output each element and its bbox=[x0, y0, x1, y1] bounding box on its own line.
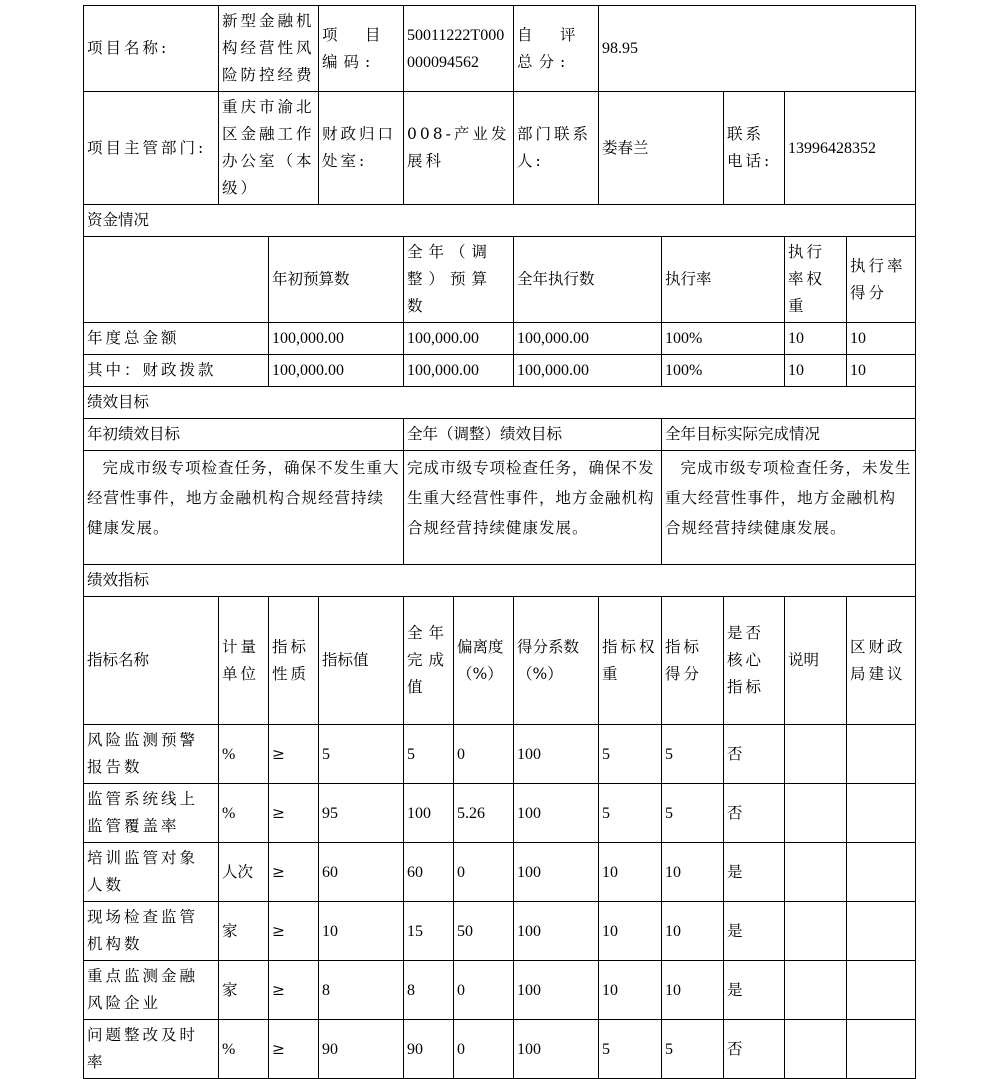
project-code-value: 50011222T000000094562 bbox=[404, 6, 514, 92]
indicator-cell: 0 bbox=[454, 1020, 514, 1079]
indicator-cell: ≥ bbox=[269, 961, 319, 1020]
indicator-cell: 现场检查监管机构数 bbox=[84, 902, 219, 961]
indicator-cell bbox=[785, 961, 847, 1020]
indicator-cell: ≥ bbox=[269, 725, 319, 784]
indicator-cell: 100 bbox=[514, 843, 599, 902]
funds-cell: 10 bbox=[785, 355, 847, 387]
goals-header: 年初绩效目标 bbox=[84, 419, 404, 451]
table-row bbox=[84, 725, 916, 784]
funds-header: 年初预算数 bbox=[269, 237, 404, 323]
indicator-cell: ≥ bbox=[269, 1020, 319, 1079]
indicator-cell: 5.26 bbox=[454, 784, 514, 843]
indicator-cell: 0 bbox=[454, 843, 514, 902]
indicator-cell: 100 bbox=[514, 961, 599, 1020]
indicator-cell: 10 bbox=[662, 843, 724, 902]
indicator-cell bbox=[847, 725, 916, 784]
funds-header: 全年（调整）预算数 bbox=[404, 237, 514, 323]
indicator-header: 指标权重 bbox=[599, 597, 662, 725]
indicator-header: 指标得分 bbox=[662, 597, 724, 725]
table-row bbox=[84, 902, 916, 961]
funds-header: 执行率权重 bbox=[785, 237, 847, 323]
phone-value: 13996428352 bbox=[785, 92, 916, 205]
table-row bbox=[84, 961, 916, 1020]
indicator-header: 指标名称 bbox=[84, 597, 219, 725]
self-score-label: 自 评 总分: bbox=[514, 6, 599, 92]
funds-header: 执行率 bbox=[662, 237, 785, 323]
indicator-cell bbox=[785, 784, 847, 843]
funds-cell: 100% bbox=[662, 355, 785, 387]
project-code-label: 项 目 编码: bbox=[319, 6, 404, 92]
funds-cell: 100,000.00 bbox=[269, 323, 404, 355]
indicator-cell: 0 bbox=[454, 961, 514, 1020]
funds-cell: 10 bbox=[847, 323, 916, 355]
indicator-cell bbox=[785, 1020, 847, 1079]
indicator-header: 得分系数（%） bbox=[514, 597, 599, 725]
contact-label: 部门联系人: bbox=[514, 92, 599, 205]
dept-value: 重庆市渝北区金融工作办公室（本级） bbox=[219, 92, 319, 205]
table-row bbox=[84, 323, 916, 355]
indicator-cell: 60 bbox=[404, 843, 454, 902]
funds-cell: 100,000.00 bbox=[404, 323, 514, 355]
indicator-cell: 是 bbox=[724, 843, 785, 902]
indicator-cell bbox=[847, 961, 916, 1020]
indicator-cell: 风险监测预警报告数 bbox=[84, 725, 219, 784]
indicator-cell: 15 bbox=[404, 902, 454, 961]
indicator-header: 计量单位 bbox=[219, 597, 269, 725]
indicator-cell: 是 bbox=[724, 902, 785, 961]
funds-cell: 100,000.00 bbox=[404, 355, 514, 387]
indicator-cell bbox=[847, 902, 916, 961]
indicator-cell: 60 bbox=[319, 843, 404, 902]
indicator-cell: 8 bbox=[404, 961, 454, 1020]
project-name-value: 新型金融机构经营性风险防控经费 bbox=[219, 6, 319, 92]
indicator-cell: 培训监管对象人数 bbox=[84, 843, 219, 902]
indicator-cell: 100 bbox=[514, 902, 599, 961]
project-name-label: 项目名称: bbox=[84, 6, 219, 92]
table-row bbox=[84, 784, 916, 843]
indicator-cell: 5 bbox=[599, 784, 662, 843]
self-score-value: 98.95 bbox=[599, 6, 916, 92]
indicator-cell: ≥ bbox=[269, 784, 319, 843]
indicator-cell: 90 bbox=[319, 1020, 404, 1079]
indicator-cell: 95 bbox=[319, 784, 404, 843]
funds-cell: 10 bbox=[847, 355, 916, 387]
table-row bbox=[84, 1020, 916, 1079]
finance-dept-label: 财政归口处室: bbox=[319, 92, 404, 205]
goal-text-actual: 完成市级专项检查任务，未发生重大经营性事件，地方金融机构合规经营持续健康发展。 bbox=[662, 451, 916, 565]
indicator-cell: 100 bbox=[514, 784, 599, 843]
indicator-header: 偏离度（%） bbox=[454, 597, 514, 725]
funds-cell: 年度总金额 bbox=[84, 323, 269, 355]
table-row bbox=[84, 355, 916, 387]
indicator-cell: 90 bbox=[404, 1020, 454, 1079]
phone-label: 联系电话: bbox=[724, 92, 785, 205]
indicator-cell: 5 bbox=[662, 784, 724, 843]
funds-header bbox=[84, 237, 269, 323]
indicator-header: 区财政局建议 bbox=[847, 597, 916, 725]
indicator-cell: 是 bbox=[724, 961, 785, 1020]
indicator-cell: 50 bbox=[454, 902, 514, 961]
indicator-cell: 家 bbox=[219, 961, 269, 1020]
indicator-cell bbox=[785, 843, 847, 902]
indicator-cell: 10 bbox=[599, 902, 662, 961]
indicator-cell: 否 bbox=[724, 725, 785, 784]
indicator-header: 指标值 bbox=[319, 597, 404, 725]
indicator-cell: 人次 bbox=[219, 843, 269, 902]
funds-cell: 100,000.00 bbox=[269, 355, 404, 387]
indicator-cell: 100 bbox=[404, 784, 454, 843]
funds-header: 全年执行数 bbox=[514, 237, 662, 323]
goals-header: 全年目标实际完成情况 bbox=[662, 419, 916, 451]
finance-dept-value: 008-产业发展科 bbox=[404, 92, 514, 205]
goal-text-adjusted: 完成市级专项检查任务，确保不发生重大经营性事件，地方金融机构合规经营持续健康发展。 bbox=[404, 451, 662, 565]
indicator-cell: 5 bbox=[319, 725, 404, 784]
indicator-cell bbox=[847, 784, 916, 843]
funds-cell: 其中：财政拨款 bbox=[84, 355, 269, 387]
indicator-cell: 10 bbox=[662, 902, 724, 961]
indicator-header: 指标性质 bbox=[269, 597, 319, 725]
indicator-cell: 100 bbox=[514, 725, 599, 784]
indicator-cell bbox=[785, 725, 847, 784]
indicator-cell: 家 bbox=[219, 902, 269, 961]
indicator-cell: 5 bbox=[662, 725, 724, 784]
indicator-cell: 10 bbox=[599, 961, 662, 1020]
indicator-cell: 5 bbox=[599, 1020, 662, 1079]
indicator-cell: 否 bbox=[724, 1020, 785, 1079]
indicator-cell: 问题整改及时率 bbox=[84, 1020, 219, 1079]
indicator-cell: 5 bbox=[662, 1020, 724, 1079]
indicator-header: 说明 bbox=[785, 597, 847, 725]
funds-header: 执行率得分 bbox=[847, 237, 916, 323]
indicator-cell: % bbox=[219, 725, 269, 784]
indicator-cell: 5 bbox=[599, 725, 662, 784]
indicators-section-title: 绩效指标 bbox=[84, 565, 916, 597]
indicator-cell: 100 bbox=[514, 1020, 599, 1079]
indicator-cell: ≥ bbox=[269, 902, 319, 961]
indicator-cell: % bbox=[219, 1020, 269, 1079]
indicator-header: 全年完成值 bbox=[404, 597, 454, 725]
funds-cell: 100% bbox=[662, 323, 785, 355]
indicator-cell bbox=[847, 1020, 916, 1079]
indicator-cell: ≥ bbox=[269, 843, 319, 902]
contact-value: 娄春兰 bbox=[599, 92, 724, 205]
indicator-cell: % bbox=[219, 784, 269, 843]
indicator-cell: 5 bbox=[404, 725, 454, 784]
indicator-cell: 否 bbox=[724, 784, 785, 843]
indicator-cell: 重点监测金融风险企业 bbox=[84, 961, 219, 1020]
goals-section-title: 绩效目标 bbox=[84, 387, 916, 419]
indicator-cell: 10 bbox=[319, 902, 404, 961]
funds-cell: 100,000.00 bbox=[514, 355, 662, 387]
indicator-cell: 0 bbox=[454, 725, 514, 784]
indicator-header: 是否核心指标 bbox=[724, 597, 785, 725]
funds-section-title: 资金情况 bbox=[84, 205, 916, 237]
goal-text-initial: 完成市级专项检查任务，确保不发生重大经营性事件，地方金融机构合规经营持续健康发展。 bbox=[84, 451, 404, 565]
dept-label: 项目主管部门: bbox=[84, 92, 219, 205]
indicator-cell: 10 bbox=[662, 961, 724, 1020]
indicator-cell bbox=[847, 843, 916, 902]
performance-evaluation-table bbox=[83, 5, 916, 1079]
indicator-cell bbox=[785, 902, 847, 961]
indicator-cell: 监管系统线上监管覆盖率 bbox=[84, 784, 219, 843]
table-row bbox=[84, 843, 916, 902]
goals-header: 全年（调整）绩效目标 bbox=[404, 419, 662, 451]
funds-cell: 100,000.00 bbox=[514, 323, 662, 355]
indicator-cell: 10 bbox=[599, 843, 662, 902]
indicator-cell: 8 bbox=[319, 961, 404, 1020]
funds-cell: 10 bbox=[785, 323, 847, 355]
